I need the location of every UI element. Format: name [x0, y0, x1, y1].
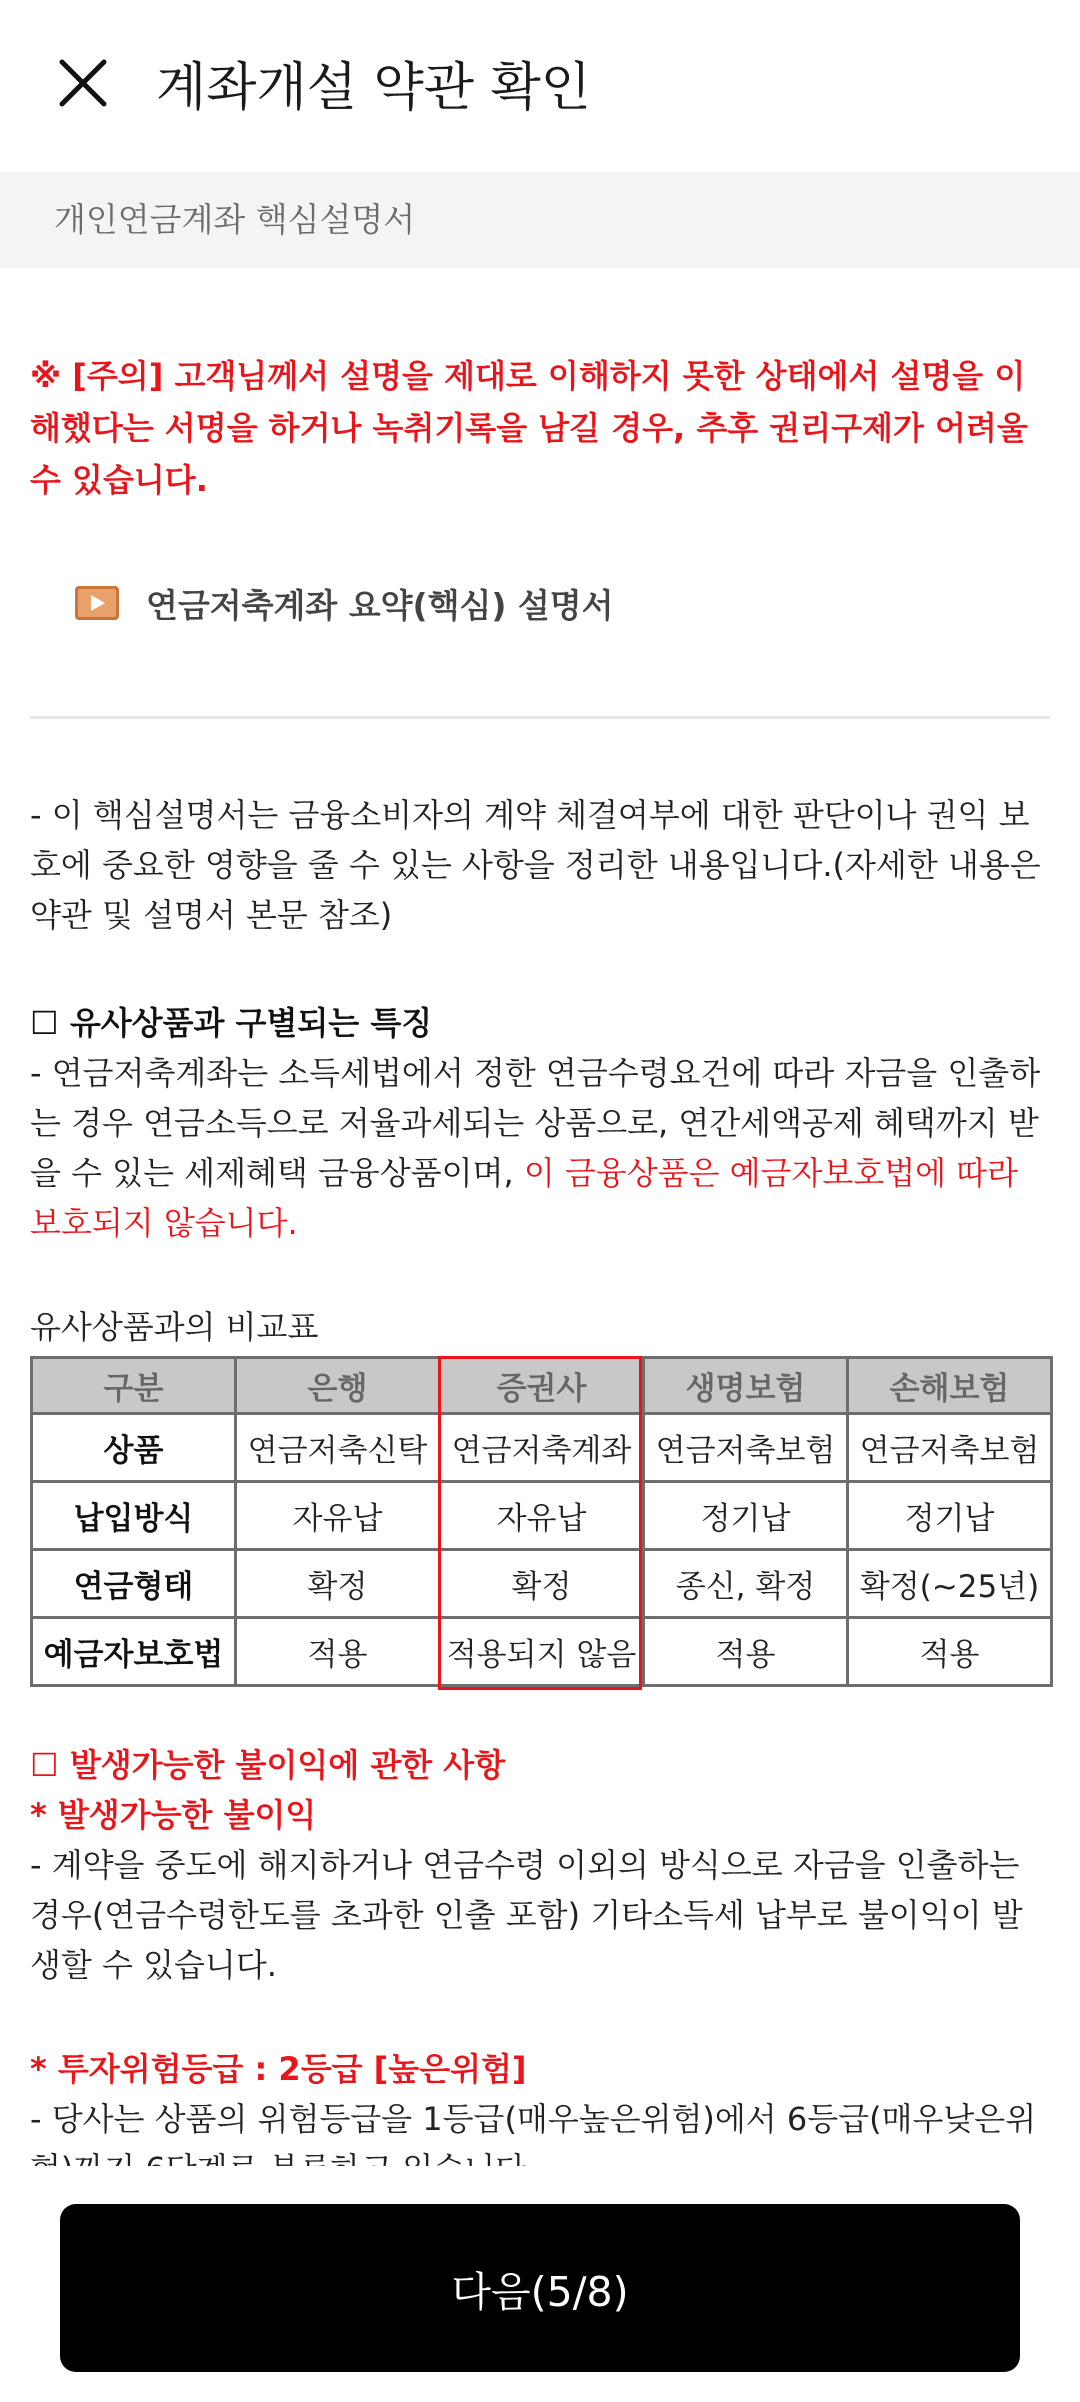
- table-header-cell: 구분: [32, 1358, 236, 1414]
- table-row-header: 상품: [32, 1414, 236, 1482]
- table-row-header: 예금자보호법: [32, 1618, 236, 1686]
- table-cell: 자유납: [440, 1482, 644, 1550]
- comparison-label: 유사상품과의 비교표: [30, 1308, 319, 1346]
- table-cell: 연금저축보험: [644, 1414, 848, 1482]
- section-disadvantage-subtitle: * 발생가능한 불이익: [30, 1796, 317, 1834]
- document-title: 연금저축계좌 요약(핵심) 설명서: [146, 585, 614, 625]
- table-cell: 연금저축계좌: [440, 1414, 644, 1482]
- table-header-row: [32, 1358, 1052, 1414]
- features-text: - 연금저축계좌는 소득세법에서 정한 연금수령요건에 따라 자금을 인출하는 경우 연금소득으로 저율과세되는 상품으로, 연간세액공제 혜택까지 받을 수 있는 세제혜택 금융상품이며,: [30, 1054, 1041, 1192]
- close-button[interactable]: [52, 52, 114, 114]
- divider: [30, 716, 1050, 719]
- table-cell: 적용: [236, 1618, 440, 1686]
- terms-content[interactable]: [30, 268, 1050, 2166]
- table-cell: 적용: [644, 1618, 848, 1686]
- table-row: [32, 1482, 1052, 1550]
- table-row-header: 납입방식: [32, 1482, 236, 1550]
- section-disadvantage-body: - 계약을 중도에 해지하거나 연금수령 이외의 방식으로 자금을 인출하는 경우(연금수령한도를 초과한 인출 포함) 기타소득세 납부로 불이익이 발생할 수 있습니다.: [30, 1846, 1023, 1984]
- document-link[interactable]: [74, 576, 614, 630]
- table-header-cell: 생명보험: [644, 1358, 848, 1414]
- section-features-title: ☐ 유사상품과 구별되는 특징: [30, 1004, 433, 1042]
- warning-notice: ※ [주의] 고객님께서 설명을 제대로 이해하지 못한 상태에서 설명을 이해했다는 서명을 하거나 녹취기록을 남길 경우, 추후 권리구제가 어려울 수 있습니다.: [30, 357, 1028, 499]
- table-cell: 연금저축보험: [848, 1414, 1052, 1482]
- table-cell: 연금저축신탁: [236, 1414, 440, 1482]
- table-cell: 확정: [236, 1550, 440, 1618]
- section-disadvantage-title: ☐ 발생가능한 불이익에 관한 사항: [30, 1746, 506, 1784]
- table-header-cell: 은행: [236, 1358, 440, 1414]
- play-icon: [74, 585, 120, 621]
- table-row: [32, 1618, 1052, 1686]
- app-header: [0, 0, 1080, 172]
- footer-bar: [0, 2166, 1080, 2402]
- table-cell: 적용: [848, 1618, 1052, 1686]
- table-row-header: 연금형태: [32, 1550, 236, 1618]
- table-cell: 정기납: [848, 1482, 1052, 1550]
- page-title: 계좌개설 약관 확인: [156, 58, 591, 118]
- next-button[interactable]: 다음(5/8): [60, 2204, 1020, 2372]
- section-features-body: [30, 1048, 1050, 1248]
- table-row: [32, 1550, 1052, 1618]
- table-header-cell: 증권사: [440, 1358, 644, 1414]
- subheader-label: 개인연금계좌 핵심설명서: [54, 200, 416, 239]
- risk-grade-body: - 당사는 상품의 위험등급을 1등급(매우높은위험)에서 6등급(매우낮은위: [30, 2100, 1037, 2138]
- intro-paragraph: - 이 핵심설명서는 금융소비자의 계약 체결여부에 대한 판단이나 권익 보호에 중요한 영향을 줄 수 있는 사항을 정리한 내용입니다.(자세한 내용은 약관 및 설명서 본문 참조): [30, 796, 1041, 934]
- close-icon: [52, 52, 114, 114]
- risk-grade-title: * 투자위험등급 : 2등급 [높은위험]: [30, 2050, 527, 2088]
- table-cell: 적용되지 않음: [440, 1618, 644, 1686]
- document-subheader: [0, 172, 1080, 268]
- comparison-table: [30, 1356, 1053, 1687]
- table-cell: 종신, 확정: [644, 1550, 848, 1618]
- table-cell: 확정: [440, 1550, 644, 1618]
- table-row: [32, 1414, 1052, 1482]
- table-cell: 정기납: [644, 1482, 848, 1550]
- table-cell: 확정(~25년): [848, 1550, 1052, 1618]
- table-cell: 자유납: [236, 1482, 440, 1550]
- table-header-cell: 손해보험: [848, 1358, 1052, 1414]
- features-warning-text: 이 금융상품은 예금자보호법에 따라 보호되지 않습니다.: [30, 1154, 1019, 1242]
